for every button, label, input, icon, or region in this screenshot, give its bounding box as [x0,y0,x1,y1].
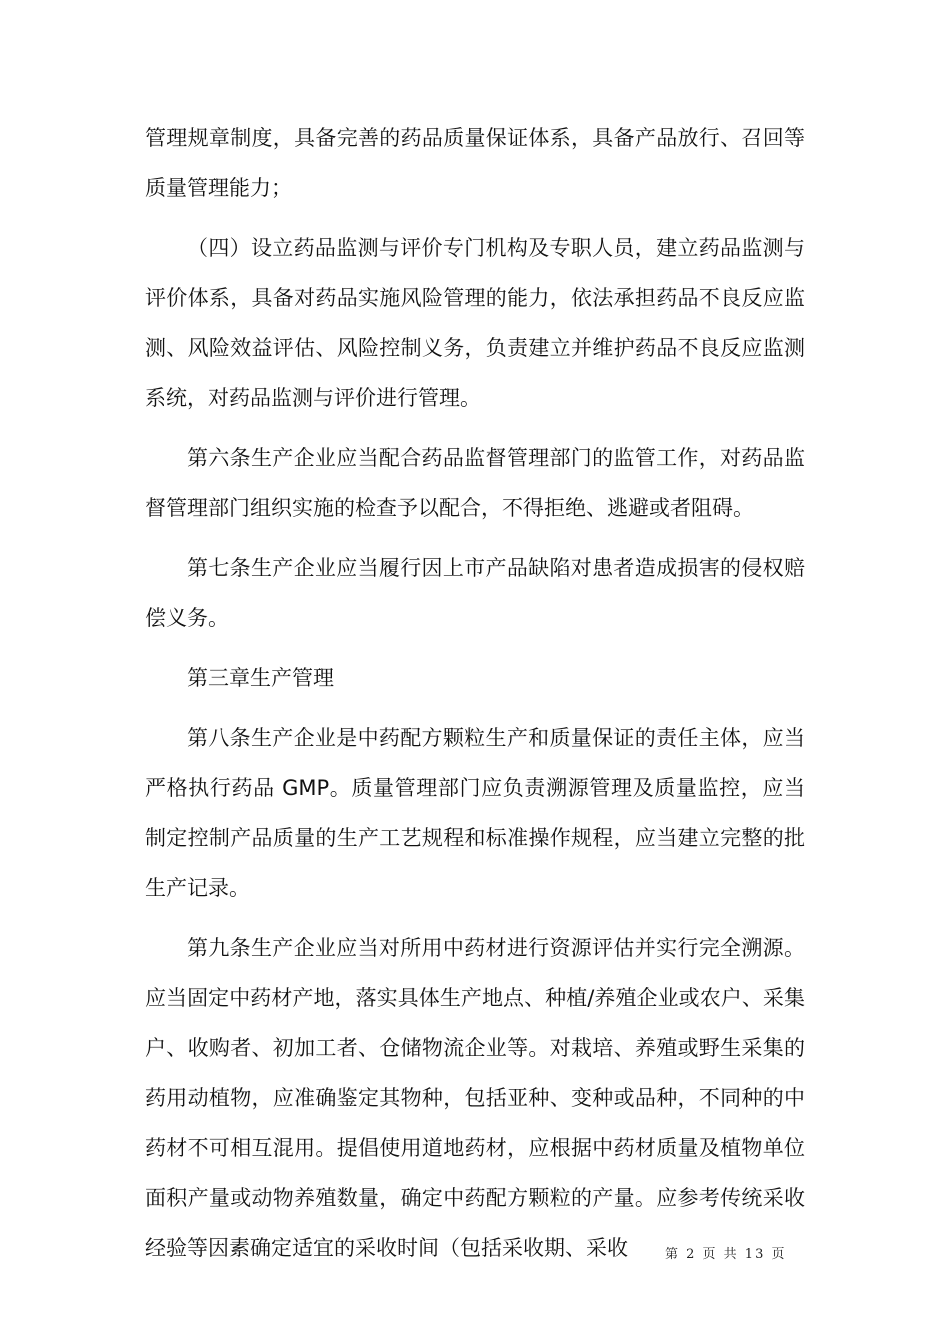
paragraph-gap [145,913,805,923]
paragraph-gap [145,423,805,433]
document-body [145,113,805,1273]
paragraph-item-four: （四）设立药品监测与评价专门机构及专职人员，建立药品监测与评价体系，具备对药品实施风险管理的能力，依法承担药品不良反应监测、风险效益评估、风险控制义务，负责建立并维护药品不良反应监测系统，对药品监测与评价进行管理。 [145,236,805,410]
paragraph-article-nine: 第九条生产企业应当对所用中药材进行资源评估并实行完全溯源。应当固定中药材产地，落实具体生产地点、种植/养殖企业或农户、采集户、收购者、初加工者、仓储物流企业等。对栽培、养殖或野生采集的药用动植物，应准确鉴定其物种，包括亚种、变种或品种，不同种的中药材不可相互混用。提倡使用道地药材，应根据中药材质量及植物单位面积产量或动物养殖数量，确定中药配方颗粒的产量。应参考传统采收经验等因素确定适宜的采收时间（包括采收期、采收 [145,936,805,1260]
paragraph-gap [145,703,805,713]
paragraph-gap [145,533,805,543]
paragraph-article-seven: 第七条生产企业应当履行因上市产品缺陷对患者造成损害的侵权赔偿义务。 [145,556,805,630]
paragraph-article-eight: 第八条生产企业是中药配方颗粒生产和质量保证的责任主体，应当严格执行药品 GMP。质量管理部门应负责溯源管理及质量监控，应当制定控制产品质量的生产工艺规程和标准操作规程，应当建立完整的批生产记录。 [145,726,805,900]
paragraph-gap [145,213,805,223]
paragraph-continuation: 管理规章制度，具备完善的药品质量保证体系，具备产品放行、召回等质量管理能力； [145,126,805,200]
page-number: 第 2 页 共 13 页 [665,1247,787,1262]
chapter-heading: 第三章生产管理 [187,666,334,690]
paragraph-gap [145,643,805,653]
paragraph-article-six: 第六条生产企业应当配合药品监督管理部门的监管工作，对药品监督管理部门组织实施的检查予以配合，不得拒绝、逃避或者阻碍。 [145,446,805,520]
